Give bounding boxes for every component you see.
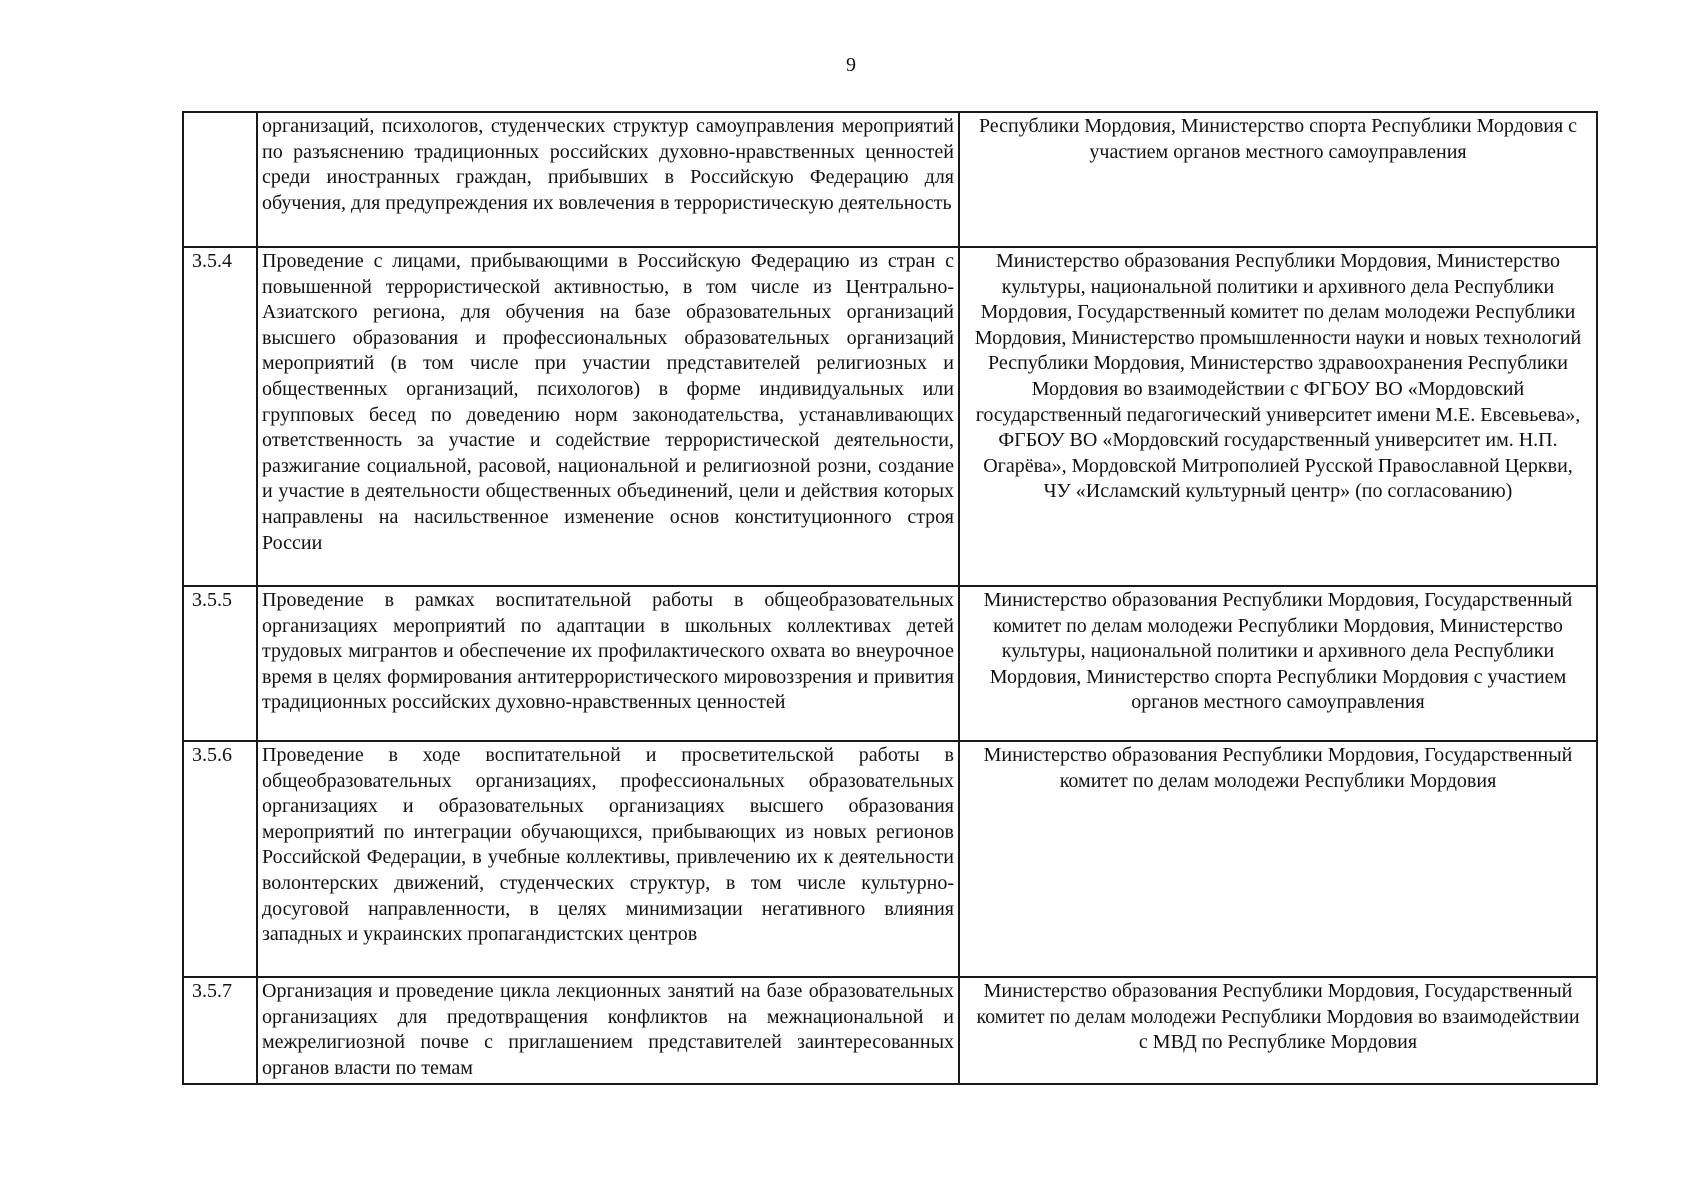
page-number: 9 <box>846 54 856 76</box>
table-row <box>183 112 1597 247</box>
measure-description: Проведение с лицами, прибывающими в Российскую Федерацию из стран с повышенной террористической активностью, в том числе из Центрально-Азиатского региона, для обучения на базе образовательных организаций высшего образования и профессиональных образовательных организаций мероприятий (в том числе при участии представителей религиозных и общественных организаций, психологов) в форме индивидуальных или групповых бесед по доведению норм законодательства, устанавливающих ответственность за участие и содействие террористической деятельности, разжигание социальной, расовой, национальной и религиозной розни, создание и участие в деятельности общественных объединений, цели и действия которых направлены на насильственное изменение основ конституционного строя России <box>257 247 959 586</box>
responsible-executors: Министерство образования Республики Мордовия, Министерство культуры, национальной политики и архивного дела Республики Мордовия, Государственный комитет по делам молодежи Республики Мордовия, Министерство промышленности науки и новых технологий Республики Мордовия, Министерство здравоохранения Республики Мордовия во взаимодействии с ФГБОУ ВО «Мордовский государственный педагогический университет имени М.Е. Евсевьева», ФГБОУ ВО «Мордовский государственный университет им. Н.П. Огарёва», Мордовской Митрополией Русской Православной Церкви, ЧУ «Исламский культурный центр» (по согласованию) <box>959 247 1597 586</box>
table-row <box>183 741 1597 977</box>
table-row <box>183 247 1597 586</box>
measure-description: Организация и проведение цикла лекционных занятий на базе образовательных организациях для предотвращения конфликтов на межнациональной и межрелигиозной почве с приглашением представителей заинтересованных органов власти по темам <box>257 977 959 1084</box>
measures-table <box>182 111 1598 1085</box>
measure-description: организаций, психологов, студенческих структур самоуправления мероприятий по разъяснению традиционных российских духовно-нравственных ценностей среди иностранных граждан, прибывших в Российскую Федерацию для обучения, для предупреждения их вовлечения в террористическую деятельность <box>257 112 959 247</box>
measure-description: Проведение в ходе воспитательной и просветительской работы в общеобразовательных организациях, профессиональных образовательных организациях и образовательных организациях высшего образования мероприятий по интеграции обучающихся, прибывающих из новых регионов Российской Федерации, в учебные коллективы, привлечению их к деятельности волонтерских движений, студенческих структур, в том числе культурно-досуговой направленности, в целях минимизации негативного влияния западных и украинских пропагандистских центров <box>257 741 959 977</box>
item-number: 3.5.4 <box>183 247 257 586</box>
item-number: 3.5.6 <box>183 741 257 977</box>
responsible-executors: Министерство образования Республики Мордовия, Государственный комитет по делам молодежи Республики Мордовия, Министерство культуры, национальной политики и архивного дела Республики Мордовия, Министерство спорта Республики Мордовия с участием органов местного самоуправления <box>959 586 1597 741</box>
responsible-executors: Министерство образования Республики Мордовия, Государственный комитет по делам молодежи Республики Мордовия <box>959 741 1597 977</box>
responsible-executors: Министерство образования Республики Мордовия, Государственный комитет по делам молодежи Республики Мордовия во взаимодействии с МВД по Республике Мордовия <box>959 977 1597 1084</box>
item-number <box>183 112 257 247</box>
table-row <box>183 586 1597 741</box>
item-number: 3.5.7 <box>183 977 257 1084</box>
responsible-executors: Республики Мордовия, Министерство спорта Республики Мордовия с участием органов местного самоуправления <box>959 112 1597 247</box>
table-row <box>183 977 1597 1084</box>
item-number: 3.5.5 <box>183 586 257 741</box>
measure-description: Проведение в рамках воспитательной работы в общеобразовательных организациях мероприятий по адаптации в школьных коллективах детей трудовых мигрантов и обеспечение их профилактического охвата во внеурочное время в целях формирования антитеррористического мировоззрения и привития традиционных российских духовно-нравственных ценностей <box>257 586 959 741</box>
